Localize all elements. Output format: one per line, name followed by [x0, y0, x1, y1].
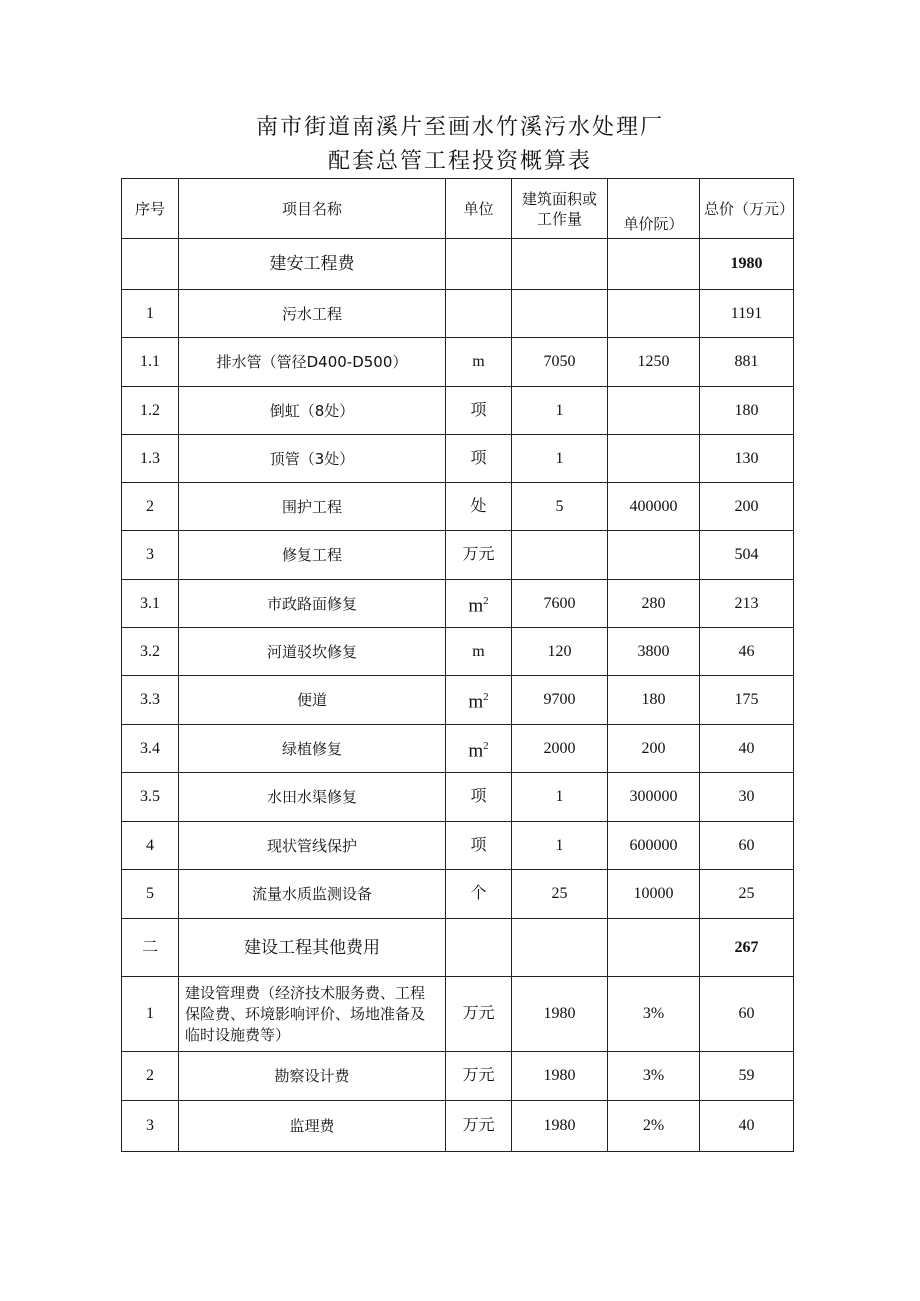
cell-price: 300000 — [608, 773, 700, 822]
cell-qty: 1980 — [512, 1052, 608, 1101]
cell-name: 建设管理费（经济技术服务费、工程保险费、环境影响评价、场地准备及临时设施费等） — [179, 977, 446, 1052]
cell-price — [608, 239, 700, 290]
unit-base: m — [468, 740, 484, 762]
table-row — [122, 773, 794, 822]
cell-seq: 3.2 — [122, 628, 179, 676]
cell-name: 河道驳坎修复 — [179, 628, 446, 676]
cell-price — [608, 919, 700, 977]
header-qty: 建筑面积或工作量 — [512, 179, 608, 239]
cell-total: 213 — [700, 580, 794, 628]
cell-qty: 120 — [512, 628, 608, 676]
cell-unit: m — [446, 628, 512, 676]
cell-price: 3800 — [608, 628, 700, 676]
cell-price: 400000 — [608, 483, 700, 531]
cell-name: 绿植修复 — [179, 725, 446, 773]
cell-qty — [512, 290, 608, 338]
cell-total: 40 — [700, 1101, 794, 1152]
unit-superscript: 2 — [483, 739, 489, 752]
table-row — [122, 676, 794, 725]
cell-qty: 1 — [512, 387, 608, 435]
table-row — [122, 483, 794, 531]
cell-name: 建设工程其他费用 — [179, 919, 446, 977]
cell-price — [608, 531, 700, 580]
cell-seq: 3 — [122, 531, 179, 580]
page-title-line1: 南市街道南溪片至画水竹溪污水处理厂 — [255, 115, 664, 140]
cell-total: 175 — [700, 676, 794, 725]
table-row — [122, 435, 794, 483]
cell-unit: m — [446, 338, 512, 387]
cell-unit: 项 — [446, 387, 512, 435]
cell-qty: 1 — [512, 773, 608, 822]
cell-seq: 2 — [122, 1052, 179, 1101]
cell-qty: 25 — [512, 870, 608, 919]
table-row — [122, 870, 794, 919]
cell-seq: 3.4 — [122, 725, 179, 773]
cell-name: 围护工程 — [179, 483, 446, 531]
cell-qty: 1 — [512, 435, 608, 483]
cell-price: 3% — [608, 977, 700, 1052]
cell-name: 建安工程费 — [179, 239, 446, 290]
table-row — [122, 1101, 794, 1152]
table-row — [122, 628, 794, 676]
cell-qty — [512, 239, 608, 290]
cell-seq: 1.1 — [122, 338, 179, 387]
cell-total: 60 — [700, 977, 794, 1052]
cell-seq: 1.2 — [122, 387, 179, 435]
cell-total: 1191 — [700, 290, 794, 338]
table-row — [122, 239, 794, 290]
cell-name: 监理费 — [179, 1101, 446, 1152]
cell-price — [608, 387, 700, 435]
cell-qty — [512, 531, 608, 580]
cell-name: 水田水渠修复 — [179, 773, 446, 822]
cell-total: 40 — [700, 725, 794, 773]
cell-total: 200 — [700, 483, 794, 531]
cell-name: 便道 — [179, 676, 446, 725]
header-price: 单价阮） — [608, 179, 700, 239]
cell-seq: 2 — [122, 483, 179, 531]
cell-unit — [446, 239, 512, 290]
cell-name: 倒虹（8处） — [179, 387, 446, 435]
cell-price: 1250 — [608, 338, 700, 387]
cell-name: 污水工程 — [179, 290, 446, 338]
unit-base: m — [468, 691, 484, 713]
cell-unit — [446, 580, 512, 628]
cell-unit: 万元 — [446, 1101, 512, 1152]
cell-total: 1980 — [700, 239, 794, 290]
cell-unit — [446, 725, 512, 773]
cell-seq: 3.1 — [122, 580, 179, 628]
cell-price — [608, 435, 700, 483]
cell-unit: 万元 — [446, 1052, 512, 1101]
cell-qty: 5 — [512, 483, 608, 531]
cell-price: 2% — [608, 1101, 700, 1152]
cell-unit: 万元 — [446, 977, 512, 1052]
unit-superscript: 2 — [483, 594, 489, 607]
cell-total: 30 — [700, 773, 794, 822]
cell-price: 3% — [608, 1052, 700, 1101]
cell-unit — [446, 919, 512, 977]
cell-seq: 3 — [122, 1101, 179, 1152]
cell-name: 排水管（管径D400-D500） — [179, 338, 446, 387]
table-row — [122, 580, 794, 628]
page-title-line2: 配套总管工程投资概算表 — [327, 149, 592, 174]
table-body — [122, 179, 794, 1152]
cell-seq: 1 — [122, 977, 179, 1052]
header-total: 总价（万元） — [700, 179, 794, 239]
cell-total: 881 — [700, 338, 794, 387]
cell-price: 200 — [608, 725, 700, 773]
table-row — [122, 387, 794, 435]
cell-seq: 3.5 — [122, 773, 179, 822]
table-row — [122, 725, 794, 773]
cell-unit: 项 — [446, 773, 512, 822]
cell-price: 280 — [608, 580, 700, 628]
cell-seq: 4 — [122, 822, 179, 870]
cell-total: 25 — [700, 870, 794, 919]
table-row — [122, 1052, 794, 1101]
cell-name: 市政路面修复 — [179, 580, 446, 628]
cell-qty: 2000 — [512, 725, 608, 773]
cell-seq: 1 — [122, 290, 179, 338]
cell-total: 60 — [700, 822, 794, 870]
header-seq: 序号 — [122, 179, 179, 239]
cell-unit — [446, 676, 512, 725]
cell-total: 267 — [700, 919, 794, 977]
cell-seq: 1.3 — [122, 435, 179, 483]
cell-seq: 3.3 — [122, 676, 179, 725]
cell-unit: 项 — [446, 435, 512, 483]
cell-price — [608, 290, 700, 338]
cell-seq: 二 — [122, 919, 179, 977]
investment-table — [121, 178, 794, 1152]
cell-price: 600000 — [608, 822, 700, 870]
cell-unit — [446, 290, 512, 338]
cell-name: 修复工程 — [179, 531, 446, 580]
cell-qty — [512, 919, 608, 977]
cell-qty: 1980 — [512, 977, 608, 1052]
cell-price: 10000 — [608, 870, 700, 919]
cell-name: 流量水质监测设备 — [179, 870, 446, 919]
cell-total: 46 — [700, 628, 794, 676]
cell-qty: 7600 — [512, 580, 608, 628]
cell-name: 顶管（3处） — [179, 435, 446, 483]
cell-seq: 5 — [122, 870, 179, 919]
cell-unit: 万元 — [446, 531, 512, 580]
cell-price: 180 — [608, 676, 700, 725]
table-row — [122, 531, 794, 580]
cell-seq — [122, 239, 179, 290]
cell-total: 504 — [700, 531, 794, 580]
cell-qty: 1980 — [512, 1101, 608, 1152]
header-name: 项目名称 — [179, 179, 446, 239]
cell-qty: 9700 — [512, 676, 608, 725]
cell-unit: 个 — [446, 870, 512, 919]
table-row — [122, 822, 794, 870]
cell-name: 现状管线保护 — [179, 822, 446, 870]
unit-base: m — [468, 595, 484, 617]
table-header-row — [122, 179, 794, 239]
header-unit: 单位 — [446, 179, 512, 239]
cell-unit: 项 — [446, 822, 512, 870]
cell-unit: 处 — [446, 483, 512, 531]
cell-total: 59 — [700, 1052, 794, 1101]
cell-name: 勘察设计费 — [179, 1052, 446, 1101]
table-row — [122, 338, 794, 387]
cell-total: 180 — [700, 387, 794, 435]
table-row — [122, 977, 794, 1052]
cell-total: 130 — [700, 435, 794, 483]
cell-qty: 1 — [512, 822, 608, 870]
cell-qty: 7050 — [512, 338, 608, 387]
table-row — [122, 290, 794, 338]
table-row — [122, 919, 794, 977]
unit-superscript: 2 — [483, 691, 489, 704]
